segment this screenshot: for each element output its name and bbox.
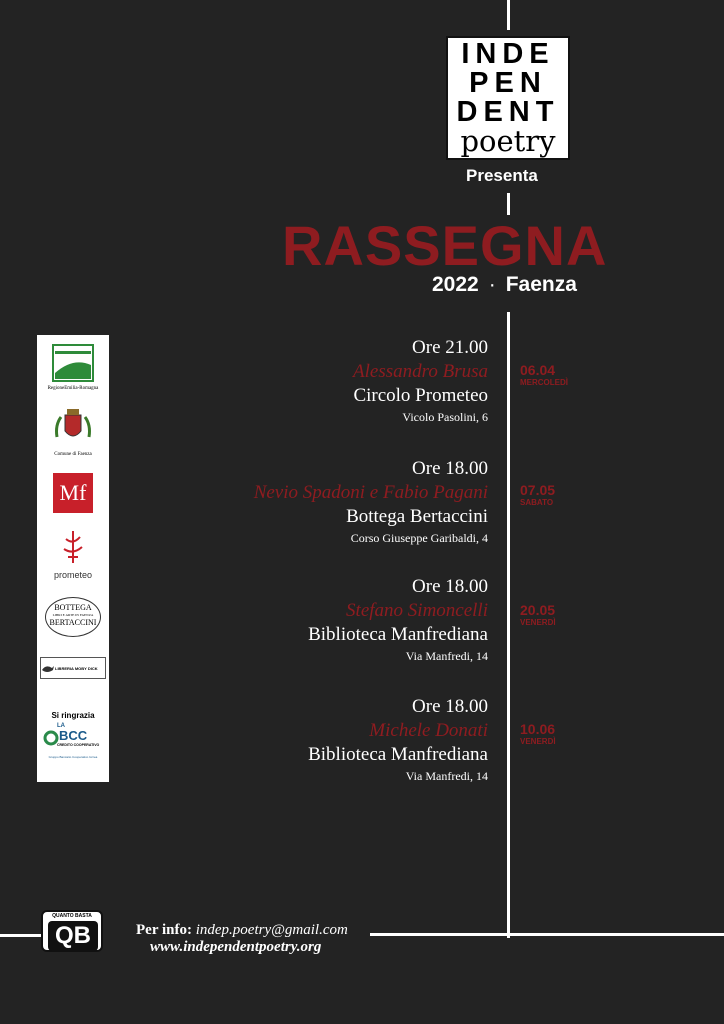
logo-row-3: DENT	[456, 96, 560, 128]
event-1	[353, 336, 488, 426]
separator: ·	[488, 273, 496, 296]
bcc-logo	[41, 724, 105, 754]
event-time: Ore 18.00	[412, 576, 488, 597]
event-4-date	[520, 721, 556, 747]
logo-poetry: poetry	[460, 124, 556, 158]
prometeo-logo	[37, 529, 109, 580]
email-link[interactable]: indep.poetry@gmail.com	[195, 922, 348, 938]
year: 2022	[432, 273, 479, 296]
event-poet: Michele Donati	[369, 720, 488, 741]
mid-divider-line	[507, 193, 510, 215]
event-2	[254, 457, 488, 547]
bottega-line-2: LIBRI E ARTE IN FAENZA	[52, 613, 94, 617]
info-label: Per info:	[136, 922, 192, 938]
whale-icon	[41, 661, 55, 675]
event-venue: Bottega Bertaccini	[346, 506, 488, 527]
coat-of-arms-icon	[53, 407, 93, 447]
comune-logo	[37, 407, 109, 457]
libreria-logo	[37, 657, 109, 679]
event-time: Ore 21.00	[412, 337, 488, 358]
regione-emblem-icon	[51, 343, 95, 387]
city: Faenza	[505, 273, 577, 296]
bcc-mark: BCC	[59, 728, 88, 743]
qb-top-label: QUANTO BASTA	[52, 913, 92, 919]
event-poet: Alessandro Brusa	[353, 361, 488, 382]
event-weekday: SABATO	[520, 498, 554, 507]
qb-mark: QB	[48, 921, 98, 951]
event-weekday: VENERDÌ	[520, 618, 556, 627]
event-time: Ore 18.00	[412, 458, 488, 479]
bottega-line-3: BERTACCINI	[49, 618, 97, 627]
quanto-basta-logo	[41, 910, 103, 952]
event-2-date	[520, 482, 555, 508]
year-city	[432, 273, 577, 297]
bottega-badge	[45, 597, 101, 637]
event-venue: Circolo Prometeo	[353, 385, 488, 406]
bcc-sub: CREDITO COOPERATIVO	[57, 743, 100, 747]
presenta-label: Presenta	[466, 166, 538, 185]
comune-label: Comune di Faenza	[54, 452, 92, 457]
prometeo-figure-icon	[58, 529, 88, 565]
event-weekday: VENERDÌ	[520, 737, 556, 746]
page-title: RASSEGNA	[282, 214, 608, 277]
event-poet: Stefano Simoncelli	[346, 600, 488, 621]
footer-line-left	[0, 934, 41, 937]
bcc-la: LA	[57, 723, 65, 729]
mf-logo	[37, 473, 109, 513]
website-link[interactable]: www.independentpoetry.org	[150, 939, 322, 955]
event-weekday: MERCOLEDÌ	[520, 378, 568, 387]
event-date: 07.05	[520, 482, 556, 498]
thanks-block	[37, 711, 109, 759]
event-date: 10.06	[520, 721, 556, 737]
independent-poetry-logo	[446, 36, 570, 160]
libreria-label: LIBRERIA MOBY DICK	[55, 665, 98, 671]
event-venue: Biblioteca Manfrediana	[308, 744, 488, 765]
bottega-line-1: BOTTEGA	[54, 603, 92, 612]
thanks-label: Si ringrazia	[51, 711, 95, 720]
regione-logo	[37, 343, 109, 391]
bcc-group: Gruppo Bancario Cooperativo Iccrea	[48, 755, 98, 759]
event-address: Corso Giuseppe Garibaldi, 4	[350, 531, 488, 545]
event-1-date	[520, 362, 568, 388]
libreria-badge	[40, 657, 106, 679]
prometeo-label: prometeo	[53, 570, 93, 580]
main-divider-line	[507, 312, 510, 938]
event-poet: Nevio Spadoni e Fabio Pagani	[253, 482, 488, 503]
mf-mark: Mf	[53, 473, 93, 513]
logo-row-1: INDE	[461, 38, 555, 70]
logo-row-2: PEN	[469, 67, 547, 99]
bottega-logo	[37, 597, 109, 637]
event-3-date	[520, 602, 556, 628]
event-address: Via Manfredi, 14	[405, 769, 488, 783]
event-3	[308, 575, 488, 665]
event-venue: Biblioteca Manfrediana	[308, 624, 488, 645]
regione-label: RegioneEmilia-Romagna	[47, 386, 99, 391]
event-4	[308, 695, 488, 785]
info-line	[136, 922, 348, 939]
sponsor-strip	[37, 335, 109, 782]
event-date: 20.05	[520, 602, 556, 618]
event-address: Via Manfredi, 14	[405, 649, 488, 663]
event-address: Vicolo Pasolini, 6	[402, 410, 488, 424]
footer-line-right	[370, 933, 724, 936]
event-time: Ore 18.00	[412, 696, 488, 717]
top-divider-line	[507, 0, 510, 30]
event-date: 06.04	[520, 362, 556, 378]
